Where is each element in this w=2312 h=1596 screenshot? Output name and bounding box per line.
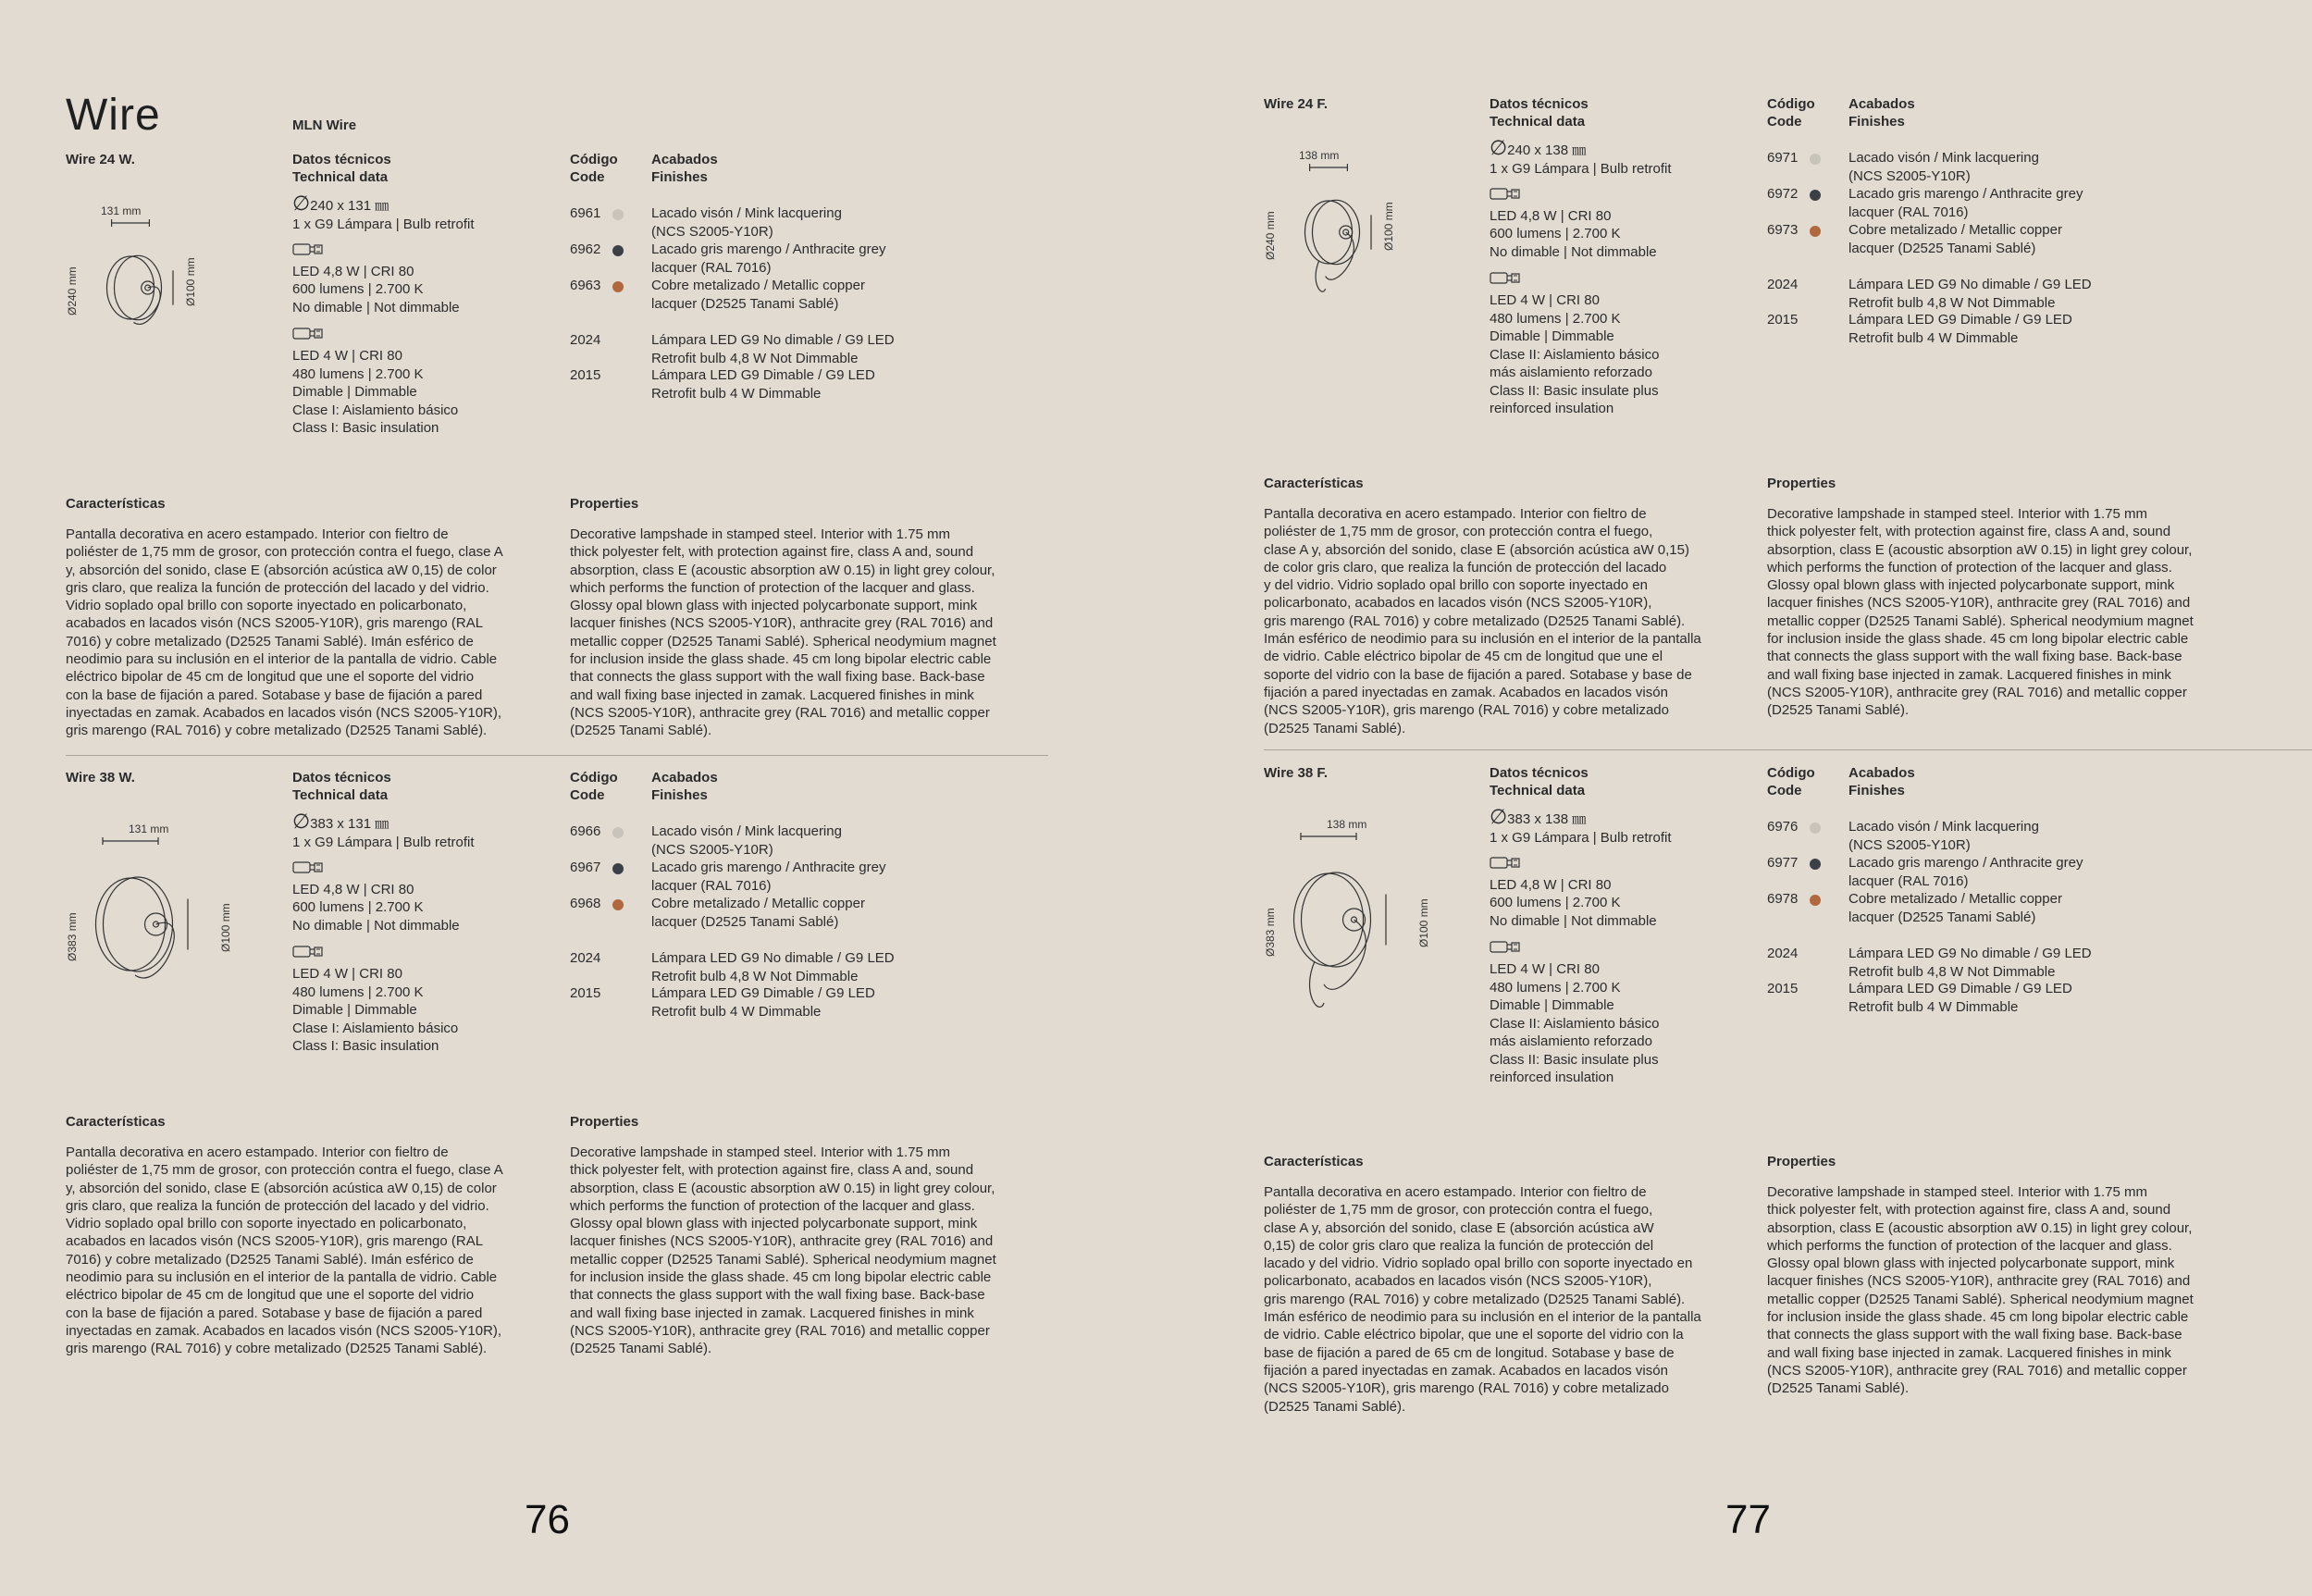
lamp-illustration: [66, 204, 251, 427]
lamp-drawing: [1273, 818, 1440, 1031]
finish-option: [1767, 890, 2193, 927]
tech-heading-es: Datos técnicos: [292, 770, 391, 786]
properties-line: lacquer finishes (NCS S2005-Y10R), anthracite grey (RAL 7016) and: [1767, 1273, 2191, 1290]
finish-name: Lacado gris marengo / Anthracite grey lacquer (RAL 7016): [651, 860, 886, 894]
finish-option: [1767, 854, 2193, 891]
variant-b-line: Clase I: Aislamiento básico: [292, 402, 459, 418]
properties-line: Glossy opal blown glass with injected polycarbonate support, mink: [1767, 1256, 2175, 1272]
finish-swatch: [1810, 154, 1821, 165]
features-line: eléctrico bipolar de 45 cm de longitud que une el soporte del vidrio: [66, 669, 475, 686]
finish-name: Cobre metalizado / Metallic copper lacquer (D2525 Tanami Sablé): [1848, 891, 2062, 925]
product-code: 6962: [570, 241, 601, 257]
features-line: gris marengo (RAL 7016) y cobre metalizado (D2525 Tanami Sablé).: [66, 1341, 488, 1357]
diameter-icon: ∅: [292, 192, 311, 215]
features-line: 7016) y cobre metalizado (D2525 Tanami Sablé). Imán esférico de: [66, 633, 474, 650]
finish-name: Lacado gris marengo / Anthracite grey lacquer (RAL 7016): [651, 241, 886, 276]
variant-b-line: más aislamiento reforzado: [1490, 1033, 1652, 1049]
finish-option: [1767, 818, 2193, 855]
finish-name: Cobre metalizado / Metallic copper lacquer (D2525 Tanami Sablé): [651, 278, 865, 312]
properties-line: thick polyester felt, with protection against fire, class A and, sound: [570, 1162, 974, 1179]
version-year: 2024: [570, 950, 601, 966]
features-block: [1264, 475, 1745, 737]
features-line: Pantalla decorativa en acero estampado. Interior con fieltro de: [1264, 506, 1647, 522]
bulb-icon: [292, 243, 324, 255]
lamp-size: 240 x 138 ㎜: [1507, 142, 1587, 158]
features-line: Pantalla decorativa en acero estampado. Interior con fieltro de: [1264, 1184, 1647, 1200]
properties-line: absorption, class E (acoustic absorption aW 0.15) in light grey colour,: [1767, 541, 2193, 558]
features-line: lacado y del vidrio. Vidrio soplado opal brillo con soporte inyectado en: [1264, 1256, 1693, 1272]
tech-heading-en: Technical data: [1490, 114, 1586, 130]
dimension-height: Ø383 mm: [1264, 908, 1277, 957]
finish-option: [570, 895, 995, 932]
features-line: 7016) y cobre metalizado (D2525 Tanami Sablé). Imán esférico de: [66, 1251, 474, 1268]
dimension-width: 138 mm: [1327, 818, 1367, 831]
finish-name: Lacado gris marengo / Anthracite grey lacquer (RAL 7016): [1848, 855, 2083, 889]
properties-line: which performs the function of protection of the lacquer and glass.: [570, 1197, 975, 1214]
dimension-height: Ø240 mm: [1264, 211, 1277, 260]
features-line: gris claro, que realiza la función de protección del lacado y del vidrio.: [66, 1197, 489, 1214]
features-line: policarbonato, acabados en lacados visón (NCS S2005-Y10R),: [1264, 1273, 1652, 1290]
properties-heading: Properties: [1767, 476, 1836, 491]
features-line: de vidrio. Cable eléctrico bipolar de 45 cm de longitud que une el: [1264, 649, 1663, 665]
properties-line: for inclusion inside the glass shade. 45 cm long bipolar electric cable: [570, 651, 992, 668]
properties-line: that connects the glass support with the wall fixing base. Back-base: [570, 1287, 985, 1304]
finish-swatch: [612, 245, 624, 256]
bulb-icon: [1490, 188, 1521, 200]
variant-b-line: Class II: Basic insulate plus: [1490, 1051, 1659, 1068]
features-line: (NCS S2005-Y10R), gris marengo (RAL 7016) y cobre metalizado: [1264, 702, 1669, 719]
model-name: Wire 38 W.: [66, 770, 135, 786]
features-line: y del vidrio. Vidrio soplado opal brillo con soporte inyectado en: [1264, 577, 1648, 594]
tech-heading-en: Technical data: [292, 787, 389, 803]
codes-finishes: [1767, 764, 2193, 1015]
variant-b-line: Clase II: Aislamiento básico: [1490, 1015, 1660, 1032]
bulb-icon: [292, 861, 324, 873]
tech-heading-es: Datos técnicos: [292, 152, 391, 167]
finish-name: Lacado visón / Mink lacquering (NCS S2005-Y10R): [1848, 150, 2039, 184]
features-line: acabados en lacados visón (NCS S2005-Y10R), gris marengo (RAL: [66, 615, 484, 632]
dimension-depth: Ø100 mm: [184, 257, 197, 306]
dimension-width: 138 mm: [1299, 149, 1340, 162]
codes-finishes: [570, 769, 995, 1020]
section-divider: [66, 755, 1048, 756]
features-line: Imán esférico de neodimio para su inclusión en el interior de la pantalla: [1264, 631, 1701, 648]
finish-option: [570, 859, 995, 896]
features-block: [66, 495, 556, 740]
finish-heading: Acabados Finishes: [1848, 765, 1915, 798]
properties-line: (NCS S2005-Y10R), anthracite grey (RAL 7016) and metallic copper: [570, 1322, 990, 1339]
features-line: gris marengo (RAL 7016) y cobre metalizado (D2525 Tanami Sablé).: [66, 723, 488, 739]
features-line: (NCS S2005-Y10R), gris marengo (RAL 7016) y cobre metalizado: [1264, 1380, 1669, 1397]
product-section-wire-24w: [0, 151, 1156, 752]
variant-b-line: Dimable | Dimmable: [292, 1002, 417, 1018]
section-divider: [1264, 749, 2312, 750]
properties-line: and wall fixing base injected in zamak. Lacquered finishes in mink: [570, 687, 974, 703]
properties-line: for inclusion inside the glass shade. 45 cm long bipolar electric cable: [570, 1269, 992, 1286]
properties-line: which performs the function of protection of the lacquer and glass.: [1767, 559, 2172, 575]
features-line: con la base de fijación a pared. Sotabase y base de fijación a pared: [66, 687, 483, 703]
variant-b-line: Class II: Basic insulate plus: [1490, 382, 1659, 399]
properties-line: thick polyester felt, with protection against fire, class A and, sound: [1767, 1202, 2171, 1219]
family-subtitle: MLN Wire: [292, 118, 357, 133]
features-heading: Características: [66, 496, 166, 512]
variant-a-line: 600 lumens | 2.700 K: [292, 281, 424, 297]
variant-b-line: Dimable | Dimmable: [292, 384, 417, 400]
family-title: Wire: [66, 91, 161, 140]
version-year: 2024: [1767, 946, 1799, 961]
variant-b-line: Clase II: Aislamiento básico: [1490, 346, 1660, 363]
properties-block: [1767, 475, 2248, 720]
properties-line: that connects the glass support with the wall fixing base. Back-base: [1767, 1327, 2182, 1343]
finish-option: [1767, 149, 2193, 186]
page-number: 76: [525, 1497, 570, 1542]
features-block: [1264, 1153, 1745, 1416]
features-line: con la base de fijación a pared. Sotabase y base de fijación a pared: [66, 1305, 483, 1321]
finish-option: [570, 204, 995, 241]
properties-line: and wall fixing base injected in zamak. Lacquered finishes in mink: [570, 1305, 974, 1321]
finish-swatch: [612, 827, 624, 838]
features-line: eléctrico bipolar de 45 cm de longitud que une el soporte del vidrio: [66, 1287, 475, 1304]
product-section-wire-38f: [1156, 764, 2312, 1415]
features-line: gris claro, que realiza la función de protección del lacado y del vidrio.: [66, 579, 489, 596]
features-line: (D2525 Tanami Sablé).: [1264, 720, 1406, 736]
variant-a-line: LED 4,8 W | CRI 80: [1490, 207, 1612, 224]
properties-line: thick polyester felt, with protection against fire, class A and, sound: [1767, 524, 2171, 540]
finish-swatch: [1810, 895, 1821, 906]
finish-option: [570, 241, 995, 278]
properties-line: (D2525 Tanami Sablé).: [570, 1341, 712, 1357]
product-code: 6978: [1767, 891, 1799, 907]
tech-heading-en: Technical data: [1490, 783, 1586, 798]
lamp-drawing: [1273, 149, 1440, 334]
model-name: Wire 24 W.: [66, 152, 135, 167]
bulb-icon: [1490, 857, 1521, 869]
features-line: neodimio para su inclusión en el interior de la pantalla de vidrio. Cable: [66, 651, 498, 668]
variant-b-line: 480 lumens | 2.700 K: [1490, 310, 1621, 327]
properties-block: [570, 1113, 1060, 1358]
product-code: 6976: [1767, 819, 1799, 835]
variant-b-line: LED 4 W | CRI 80: [292, 348, 402, 364]
version-year: 2024: [1767, 277, 1799, 292]
model-name: Wire 24 F.: [1264, 96, 1329, 112]
technical-data: [1490, 95, 1749, 418]
codes-finishes: [570, 151, 995, 402]
properties-line: metallic copper (D2525 Tanami Sablé). Spherical neodymium magnet: [570, 633, 996, 650]
dimension-height: Ø383 mm: [66, 912, 79, 961]
features-line: y, absorción del sonido, clase E (absorción acústica aW 0,15) de color: [66, 1180, 497, 1196]
features-line: acabados en lacados visón (NCS S2005-Y10R), gris marengo (RAL: [66, 1233, 484, 1250]
lamp-type: 1 x G9 Lámpara | Bulb retrofit: [292, 217, 475, 232]
features-heading: Características: [1264, 476, 1364, 491]
features-line: neodimio para su inclusión en el interior de la pantalla de vidrio. Cable: [66, 1269, 498, 1286]
bulb-icon: [292, 328, 324, 340]
tech-heading-es: Datos técnicos: [1490, 96, 1589, 112]
lamp-size: 383 x 138 ㎜: [1507, 811, 1587, 827]
features-line: Pantalla decorativa en acero estampado. Interior con fieltro de: [66, 1144, 449, 1160]
product-code: 6973: [1767, 222, 1799, 238]
variant-b-line: LED 4 W | CRI 80: [1490, 292, 1600, 308]
variant-b-line: reinforced insulation: [1490, 401, 1614, 416]
product-code: 6977: [1767, 855, 1799, 871]
properties-line: which performs the function of protection of the lacquer and glass.: [570, 579, 975, 596]
features-line: policarbonato, acabados en lacados visón (NCS S2005-Y10R),: [1264, 595, 1652, 612]
features-line: y, absorción del sonido, clase E (absorción acústica aW 0,15) de color: [66, 562, 497, 578]
properties-line: absorption, class E (acoustic absorption aW 0.15) in light grey colour,: [570, 562, 995, 578]
properties-line: (D2525 Tanami Sablé).: [570, 723, 712, 739]
variant-b-line: 480 lumens | 2.700 K: [292, 984, 424, 1000]
variant-b-line: Class I: Basic insulation: [292, 1038, 439, 1054]
features-line: Pantalla decorativa en acero estampado. Interior con fieltro de: [66, 526, 449, 542]
lamp-size: 383 x 131 ㎜: [310, 816, 389, 832]
product-section-wire-24f: [1156, 95, 2312, 743]
finish-option: [1767, 185, 2193, 222]
technical-data: [1490, 764, 1749, 1087]
properties-line: (NCS S2005-Y10R), anthracite grey (RAL 7016) and metallic copper: [570, 704, 990, 721]
variant-a-line: 600 lumens | 2.700 K: [1490, 895, 1621, 910]
version-description: Lámpara LED G9 No dimable / G9 LED Retrofit bulb 4,8 W Not Dimmable: [1848, 946, 2092, 980]
page-number: 77: [1725, 1497, 1771, 1542]
finish-heading: Acabados Finishes: [651, 152, 718, 185]
tech-heading-es: Datos técnicos: [1490, 765, 1589, 781]
variant-a-line: LED 4,8 W | CRI 80: [1490, 876, 1612, 893]
properties-block: [570, 495, 1060, 740]
dimension-depth: Ø100 mm: [1417, 898, 1430, 947]
product-code: 6971: [1767, 150, 1799, 166]
properties-line: that connects the glass support with the wall fixing base. Back-base: [570, 669, 985, 686]
finish-swatch: [612, 899, 624, 910]
finish-swatch: [612, 209, 624, 220]
features-line: 0,15) de color gris claro que realiza la función de protección del: [1264, 1237, 1654, 1254]
features-heading: Características: [66, 1114, 166, 1130]
properties-line: which performs the function of protection of the lacquer and glass.: [1767, 1237, 2172, 1254]
finish-name: Cobre metalizado / Metallic copper lacquer (D2525 Tanami Sablé): [1848, 222, 2062, 256]
properties-line: for inclusion inside the glass shade. 45 cm long bipolar electric cable: [1767, 631, 2189, 648]
properties-heading: Properties: [1767, 1154, 1836, 1169]
bulb-icon: [292, 946, 324, 958]
properties-line: Decorative lampshade in stamped steel. Interior with 1.75 mm: [1767, 506, 2148, 522]
product-code: 6963: [570, 278, 601, 293]
product-code: 6961: [570, 205, 601, 221]
features-line: clase A y, absorción del sonido, clase E (absorción acústica aW: [1264, 1219, 1654, 1236]
features-line: poliéster de 1,75 mm de grosor, con protección contra el fuego, clase A: [66, 1162, 503, 1179]
finish-swatch: [1810, 190, 1821, 201]
lamp-illustration: [1264, 818, 1449, 1040]
finish-swatch: [1810, 226, 1821, 237]
features-heading: Características: [1264, 1154, 1364, 1169]
properties-line: Glossy opal blown glass with injected polycarbonate support, mink: [570, 598, 978, 614]
properties-line: Decorative lampshade in stamped steel. Interior with 1.75 mm: [1767, 1184, 2148, 1200]
codes-finishes: [1767, 95, 2193, 346]
dimension-width: 131 mm: [129, 823, 169, 835]
properties-block: [1767, 1153, 2248, 1398]
finish-name: Lacado gris marengo / Anthracite grey lacquer (RAL 7016): [1848, 186, 2083, 220]
variant-b-line: reinforced insulation: [1490, 1070, 1614, 1085]
features-line: soporte del vidrio con la base de fijación a pared. Sotabase y base de: [1264, 666, 1692, 683]
features-line: poliéster de 1,75 mm de grosor, con protección contra el fuego,: [1264, 1202, 1653, 1219]
tech-heading-en: Technical data: [292, 169, 389, 185]
lamp-illustration: [66, 823, 251, 1045]
product-section-wire-38w: [0, 769, 1156, 1370]
version-year: 2015: [570, 367, 601, 383]
code-heading: Código Code: [570, 770, 618, 803]
variant-b-line: LED 4 W | CRI 80: [1490, 961, 1600, 977]
technical-data: [292, 769, 551, 1056]
finish-option: [1767, 221, 2193, 258]
features-line: (D2525 Tanami Sablé).: [1264, 1398, 1406, 1415]
lamp-drawing: [75, 823, 241, 1035]
variant-a-line: No dimable | Not dimmable: [292, 299, 460, 315]
properties-line: metallic copper (D2525 Tanami Sablé). Spherical neodymium magnet: [570, 1251, 996, 1268]
product-code: 6967: [570, 860, 601, 875]
version-description: Lámpara LED G9 No dimable / G9 LED Retrofit bulb 4,8 W Not Dimmable: [651, 332, 895, 366]
finish-heading: Acabados Finishes: [1848, 96, 1915, 130]
lamp-type: 1 x G9 Lámpara | Bulb retrofit: [1490, 161, 1672, 177]
variant-b-line: más aislamiento reforzado: [1490, 365, 1652, 380]
finish-option: [570, 277, 995, 314]
diameter-icon: ∅: [292, 810, 311, 833]
variant-a-line: No dimable | Not dimmable: [1490, 243, 1657, 260]
variant-b-line: Clase I: Aislamiento básico: [292, 1020, 459, 1036]
properties-line: Decorative lampshade in stamped steel. Interior with 1.75 mm: [570, 1144, 951, 1160]
features-line: de color gris claro, que realiza la función de protección del lacado: [1264, 559, 1667, 575]
features-line: poliéster de 1,75 mm de grosor, con protección contra el fuego,: [1264, 524, 1653, 540]
dimension-height: Ø240 mm: [66, 266, 79, 315]
properties-line: for inclusion inside the glass shade. 45 cm long bipolar electric cable: [1767, 1309, 2189, 1326]
page-right: [1156, 0, 2312, 1596]
features-line: fijación a pared inyectadas en zamak. Acabados en lacados visón: [1264, 684, 1668, 700]
features-line: de vidrio. Cable eléctrico bipolar, que une el soporte del vidrio con la: [1264, 1327, 1684, 1343]
version-year: 2024: [570, 332, 601, 348]
variant-a-line: LED 4,8 W | CRI 80: [292, 881, 414, 897]
variant-a-line: No dimable | Not dimmable: [1490, 912, 1657, 929]
features-block: [66, 1113, 556, 1358]
technical-data: [292, 151, 551, 438]
dimension-depth: Ø100 mm: [1382, 202, 1395, 251]
properties-line: absorption, class E (acoustic absorption aW 0.15) in light grey colour,: [570, 1180, 995, 1196]
variant-a-line: LED 4,8 W | CRI 80: [292, 263, 414, 279]
features-line: poliéster de 1,75 mm de grosor, con protección contra el fuego, clase A: [66, 544, 503, 561]
lamp-size: 240 x 131 ㎜: [310, 198, 389, 214]
dimension-width: 131 mm: [101, 204, 142, 217]
properties-line: and wall fixing base injected in zamak. Lacquered finishes in mink: [1767, 1344, 2171, 1361]
variant-b-line: Dimable | Dimmable: [1490, 328, 1614, 344]
properties-heading: Properties: [570, 496, 639, 512]
properties-line: Decorative lampshade in stamped steel. Interior with 1.75 mm: [570, 526, 951, 542]
code-heading: Código Code: [1767, 96, 1815, 130]
version-year: 2015: [1767, 981, 1799, 996]
properties-line: (NCS S2005-Y10R), anthracite grey (RAL 7016) and metallic copper: [1767, 684, 2187, 700]
lamp-type: 1 x G9 Lámpara | Bulb retrofit: [1490, 830, 1672, 846]
version-year: 2015: [570, 985, 601, 1001]
model-name: Wire 38 F.: [1264, 765, 1329, 781]
variant-a-line: No dimable | Not dimmable: [292, 917, 460, 934]
properties-line: (D2525 Tanami Sablé).: [1767, 702, 1910, 719]
version-description: Lámpara LED G9 Dimable / G9 LED Retrofit bulb 4 W Dimmable: [651, 985, 875, 1020]
finish-name: Lacado visón / Mink lacquering (NCS S2005-Y10R): [1848, 819, 2039, 853]
finish-name: Lacado visón / Mink lacquering (NCS S2005-Y10R): [651, 205, 842, 240]
finish-option: [570, 823, 995, 860]
properties-line: Glossy opal blown glass with injected polycarbonate support, mink: [570, 1216, 978, 1232]
variant-a-line: 600 lumens | 2.700 K: [292, 899, 424, 915]
diameter-icon: ∅: [1490, 805, 1508, 828]
version-description: Lámpara LED G9 No dimable / G9 LED Retrofit bulb 4,8 W Not Dimmable: [1848, 277, 2092, 311]
variant-b-line: Dimable | Dimmable: [1490, 997, 1614, 1013]
properties-line: lacquer finishes (NCS S2005-Y10R), anthracite grey (RAL 7016) and: [570, 1233, 994, 1250]
finish-name: Lacado visón / Mink lacquering (NCS S2005-Y10R): [651, 823, 842, 858]
properties-line: lacquer finishes (NCS S2005-Y10R), anthracite grey (RAL 7016) and: [1767, 595, 2191, 612]
product-code: 6972: [1767, 186, 1799, 202]
properties-line: and wall fixing base injected in zamak. Lacquered finishes in mink: [1767, 666, 2171, 683]
features-line: inyectadas en zamak. Acabados en lacados visón (NCS S2005-Y10R),: [66, 704, 502, 721]
features-line: base de fijación a pared de 65 cm de longitud. Sotabase y base de: [1264, 1344, 1675, 1361]
properties-heading: Properties: [570, 1114, 639, 1130]
properties-line: absorption, class E (acoustic absorption aW 0.15) in light grey colour,: [1767, 1219, 2193, 1236]
variant-a-line: 600 lumens | 2.700 K: [1490, 226, 1621, 241]
variant-b-line: 480 lumens | 2.700 K: [292, 365, 424, 382]
version-description: Lámpara LED G9 Dimable / G9 LED Retrofit bulb 4 W Dimmable: [1848, 312, 2072, 346]
code-heading: Código Code: [570, 152, 618, 185]
properties-line: (D2525 Tanami Sablé).: [1767, 1380, 1910, 1397]
variant-b-line: LED 4 W | CRI 80: [292, 966, 402, 982]
features-line: inyectadas en zamak. Acabados en lacados visón (NCS S2005-Y10R),: [66, 1322, 502, 1339]
finish-swatch: [1810, 823, 1821, 834]
lamp-type: 1 x G9 Lámpara | Bulb retrofit: [292, 835, 475, 850]
properties-line: thick polyester felt, with protection against fire, class A and, sound: [570, 544, 974, 561]
lamp-illustration: [1264, 149, 1449, 371]
lamp-drawing: [75, 204, 241, 390]
features-line: Vidrio soplado opal brillo con soporte inyectado en policarbonato,: [66, 1216, 467, 1232]
version-description: Lámpara LED G9 Dimable / G9 LED Retrofit bulb 4 W Dimmable: [651, 367, 875, 402]
features-line: Vidrio soplado opal brillo con soporte inyectado en policarbonato,: [66, 598, 467, 614]
properties-line: (NCS S2005-Y10R), anthracite grey (RAL 7016) and metallic copper: [1767, 1362, 2187, 1379]
product-code: 6966: [570, 823, 601, 839]
properties-line: that connects the glass support with the wall fixing base. Back-base: [1767, 649, 2182, 665]
features-line: gris marengo (RAL 7016) y cobre metalizado (D2525 Tanami Sablé).: [1264, 1291, 1686, 1307]
diameter-icon: ∅: [1490, 136, 1508, 159]
bulb-icon: [1490, 941, 1521, 953]
features-line: Imán esférico de neodimio para su inclusión en el interior de la pantalla: [1264, 1309, 1701, 1326]
version-description: Lámpara LED G9 No dimable / G9 LED Retrofit bulb 4,8 W Not Dimmable: [651, 950, 895, 984]
finish-heading: Acabados Finishes: [651, 770, 718, 803]
variant-b-line: Class I: Basic insulation: [292, 420, 439, 436]
code-heading: Código Code: [1767, 765, 1815, 798]
finish-swatch: [612, 281, 624, 292]
dimension-depth: Ø100 mm: [219, 903, 232, 952]
properties-line: metallic copper (D2525 Tanami Sablé). Spherical neodymium magnet: [1767, 1291, 2194, 1307]
product-code: 6968: [570, 896, 601, 911]
version-year: 2015: [1767, 312, 1799, 328]
finish-swatch: [1810, 859, 1821, 870]
finish-swatch: [612, 863, 624, 874]
features-line: fijación a pared inyectadas en zamak. Acabados en lacados visón: [1264, 1362, 1668, 1379]
properties-line: Glossy opal blown glass with injected polycarbonate support, mink: [1767, 577, 2175, 594]
bulb-icon: [1490, 272, 1521, 284]
features-line: gris marengo (RAL 7016) y cobre metalizado (D2525 Tanami Sablé).: [1264, 612, 1686, 629]
version-description: Lámpara LED G9 Dimable / G9 LED Retrofit bulb 4 W Dimmable: [1848, 981, 2072, 1015]
properties-line: metallic copper (D2525 Tanami Sablé). Spherical neodymium magnet: [1767, 612, 2194, 629]
finish-name: Cobre metalizado / Metallic copper lacquer (D2525 Tanami Sablé): [651, 896, 865, 930]
features-line: clase A y, absorción del sonido, clase E (absorción acústica aW 0,15): [1264, 541, 1689, 558]
variant-b-line: 480 lumens | 2.700 K: [1490, 979, 1621, 996]
properties-line: lacquer finishes (NCS S2005-Y10R), anthracite grey (RAL 7016) and: [570, 615, 994, 632]
